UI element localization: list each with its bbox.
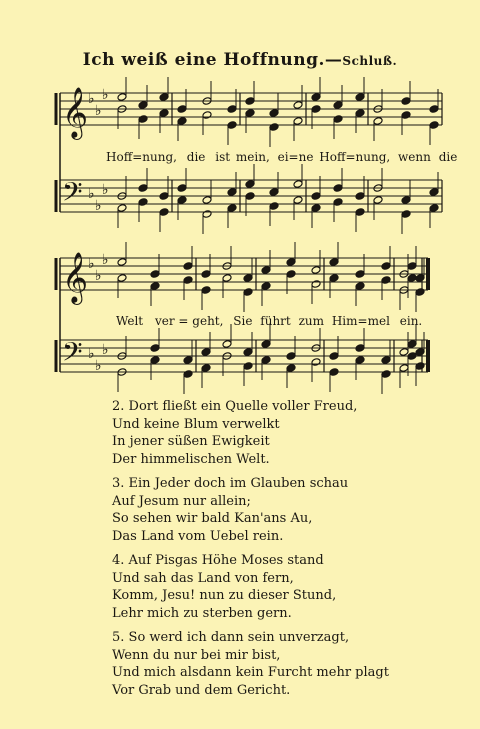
- lyric-syllable: die: [186, 150, 206, 164]
- flat-icon: ♭: [88, 256, 95, 272]
- bass-clef-icon: 𝄢: [62, 336, 83, 374]
- note-head: [138, 115, 148, 124]
- flat-icon: ♭: [95, 268, 102, 284]
- note-head: [293, 101, 303, 110]
- note-head: [329, 274, 339, 283]
- verse-line: In jener süßen Ewigkeit: [112, 434, 270, 449]
- verse-line: Auf Jesum nur allein;: [112, 493, 251, 509]
- note-head: [286, 352, 296, 361]
- verse-2: [112, 398, 452, 468]
- lyric-syllable: =: [357, 314, 368, 328]
- note-head: [311, 204, 321, 213]
- lyric-syllable: zum: [298, 314, 325, 328]
- verse-3: [112, 475, 452, 545]
- note-head: [311, 358, 321, 367]
- flat-icon: ♭: [102, 342, 109, 358]
- lyric-syllable: ist: [215, 150, 231, 164]
- note-head: [202, 210, 212, 219]
- note-head: [399, 348, 409, 357]
- note-head: [183, 262, 193, 271]
- note-head: [269, 123, 279, 132]
- verse-line: 2. Dort fließt ein Quelle voller Freud,: [112, 399, 358, 414]
- lyric-syllable: ei=ne: [277, 150, 314, 164]
- verse-line: Das Land vom Uebel rein.: [112, 528, 284, 544]
- note-head: [333, 101, 343, 110]
- note-head: [183, 276, 193, 285]
- note-head: [311, 93, 321, 102]
- note-head: [222, 340, 232, 349]
- note-head: [355, 270, 365, 279]
- note-head: [243, 288, 253, 297]
- lyric-syllable: geht,: [192, 314, 224, 328]
- note-head: [245, 180, 255, 189]
- note-head: [245, 109, 255, 118]
- note-head: [150, 270, 160, 279]
- note-head: [401, 196, 411, 205]
- note-head: [202, 111, 212, 120]
- hymn-title-suffix: Schluß.: [342, 54, 398, 68]
- note-head: [311, 266, 321, 275]
- lyric-syllable: führt: [260, 314, 291, 328]
- note-head: [333, 184, 343, 193]
- note-head: [429, 188, 439, 197]
- note-head: [286, 258, 296, 267]
- lyric-syllable: Welt: [116, 314, 144, 328]
- lyric-syllable: die: [438, 150, 458, 164]
- verse-line: Und mich alsdann kein Furcht mehr plagt: [112, 665, 389, 680]
- flat-icon: ♭: [95, 103, 102, 119]
- note-head: [399, 364, 409, 373]
- note-head: [177, 184, 187, 193]
- note-head: [138, 184, 148, 193]
- note-head: [311, 192, 321, 201]
- note-head: [150, 282, 160, 291]
- verse-line: Und sah das Land von fern,: [112, 570, 294, 586]
- verse-line: Lehr mich zu sterben gern.: [112, 605, 292, 621]
- flat-icon: ♭: [102, 252, 109, 268]
- hymn-title-main: Ich weiß eine Hoffnung.—: [82, 50, 343, 70]
- flat-icon: ♭: [102, 182, 109, 198]
- verse-4: [112, 552, 452, 622]
- note-head: [355, 208, 365, 217]
- note-head: [222, 274, 232, 283]
- note-head: [159, 192, 169, 201]
- note-head: [311, 280, 321, 289]
- note-head: [381, 370, 391, 379]
- note-head: [401, 97, 411, 106]
- flat-icon: ♭: [88, 91, 95, 107]
- verse-line: Vor Grab und dem Gericht.: [112, 682, 291, 698]
- note-head: [373, 196, 383, 205]
- note-head: [381, 262, 391, 271]
- note-head: [177, 117, 187, 126]
- note-head: [243, 362, 253, 371]
- note-head: [415, 348, 425, 357]
- note-head: [138, 198, 148, 207]
- note-head: [293, 180, 303, 189]
- note-head: [159, 109, 169, 118]
- verse-line: Der himmelischen Welt.: [112, 451, 270, 467]
- note-head: [269, 202, 279, 211]
- verse-line: Und keine Blum verwelkt: [112, 416, 280, 432]
- note-head: [117, 274, 127, 283]
- note-head: [329, 258, 339, 267]
- note-head: [227, 204, 237, 213]
- note-head: [286, 364, 296, 373]
- note-head: [355, 282, 365, 291]
- note-head: [261, 340, 271, 349]
- note-head: [333, 198, 343, 207]
- note-head: [293, 196, 303, 205]
- note-head: [183, 356, 193, 365]
- note-head: [138, 101, 148, 110]
- lyric-syllable: ver: [154, 314, 175, 328]
- note-head: [159, 93, 169, 102]
- verse-line: 4. Auf Pisgas Höhe Moses stand: [112, 553, 324, 568]
- note-head: [261, 266, 271, 275]
- note-head: [201, 364, 211, 373]
- note-head: [401, 210, 411, 219]
- note-head: [201, 348, 211, 357]
- note-head: [243, 348, 253, 357]
- note-head: [415, 274, 425, 283]
- flat-icon: ♭: [102, 87, 109, 103]
- note-head: [407, 262, 417, 271]
- note-head: [333, 115, 343, 124]
- note-head: [355, 356, 365, 365]
- flat-icon: ♭: [88, 346, 95, 362]
- note-head: [150, 344, 160, 353]
- note-head: [269, 109, 279, 118]
- flat-icon: ♭: [95, 358, 102, 374]
- lyric-syllable: mel: [367, 314, 390, 328]
- note-head: [177, 105, 187, 114]
- note-head: [415, 362, 425, 371]
- flat-icon: ♭: [95, 198, 102, 214]
- note-head: [117, 93, 127, 102]
- note-head: [227, 188, 237, 197]
- lyric-line-1: [106, 150, 457, 164]
- note-head: [401, 111, 411, 120]
- treble-clef-icon: 𝄞: [62, 87, 89, 138]
- note-head: [245, 192, 255, 201]
- lyric-syllable: Him: [331, 314, 358, 328]
- note-head: [269, 188, 279, 197]
- note-head: [415, 288, 425, 297]
- note-head: [381, 356, 391, 365]
- note-head: [261, 356, 271, 365]
- note-head: [261, 282, 271, 291]
- note-head: [373, 117, 383, 126]
- note-head: [150, 356, 160, 365]
- lyric-syllable: Sie: [233, 314, 253, 328]
- note-head: [227, 105, 237, 114]
- flat-icon: ♭: [88, 186, 95, 202]
- lyric-syllable: wenn: [398, 150, 431, 164]
- note-head: [329, 368, 339, 377]
- verse-line: So sehen wir bald Kan'ans Au,: [112, 511, 313, 526]
- note-head: [293, 117, 303, 126]
- lyric-syllable: Hoff=nung,: [106, 150, 177, 164]
- note-head: [227, 121, 237, 130]
- note-head: [355, 93, 365, 102]
- note-head: [117, 258, 127, 267]
- verse-line: 5. So werd ich dann sein unverzagt,: [112, 630, 350, 645]
- note-head: [201, 286, 211, 295]
- lyric-syllable: mein,: [235, 150, 270, 164]
- verses: [112, 398, 452, 706]
- verse-line: 3. Ein Jeder doch im Glauben schau: [112, 476, 349, 491]
- lyric-line-2: [116, 314, 422, 328]
- note-head: [329, 352, 339, 361]
- lyric-syllable: Hoff=nung,: [319, 150, 391, 164]
- bass-clef-icon: 𝄢: [62, 176, 83, 214]
- note-head: [429, 121, 439, 130]
- verse-line: Wenn du nur bei mir bist,: [112, 647, 281, 663]
- note-head: [381, 276, 391, 285]
- note-head: [429, 105, 439, 114]
- treble-clef-icon: 𝄞: [62, 252, 89, 303]
- note-head: [355, 192, 365, 201]
- note-head: [201, 270, 211, 279]
- note-head: [286, 270, 296, 279]
- verse-line: Komm, Jesu! nun zu dieser Stund,: [112, 588, 337, 603]
- note-head: [243, 274, 253, 283]
- lyric-syllable: =: [178, 314, 189, 328]
- note-head: [245, 97, 255, 106]
- lyric-syllable: ein.: [399, 314, 423, 328]
- note-head: [117, 204, 127, 213]
- note-head: [177, 196, 187, 205]
- note-head: [183, 370, 193, 379]
- note-head: [355, 344, 365, 353]
- note-head: [429, 204, 439, 213]
- note-head: [311, 105, 321, 114]
- note-head: [355, 109, 365, 118]
- note-head: [202, 196, 212, 205]
- note-head: [407, 340, 417, 349]
- verse-5: [112, 629, 452, 699]
- note-head: [159, 208, 169, 217]
